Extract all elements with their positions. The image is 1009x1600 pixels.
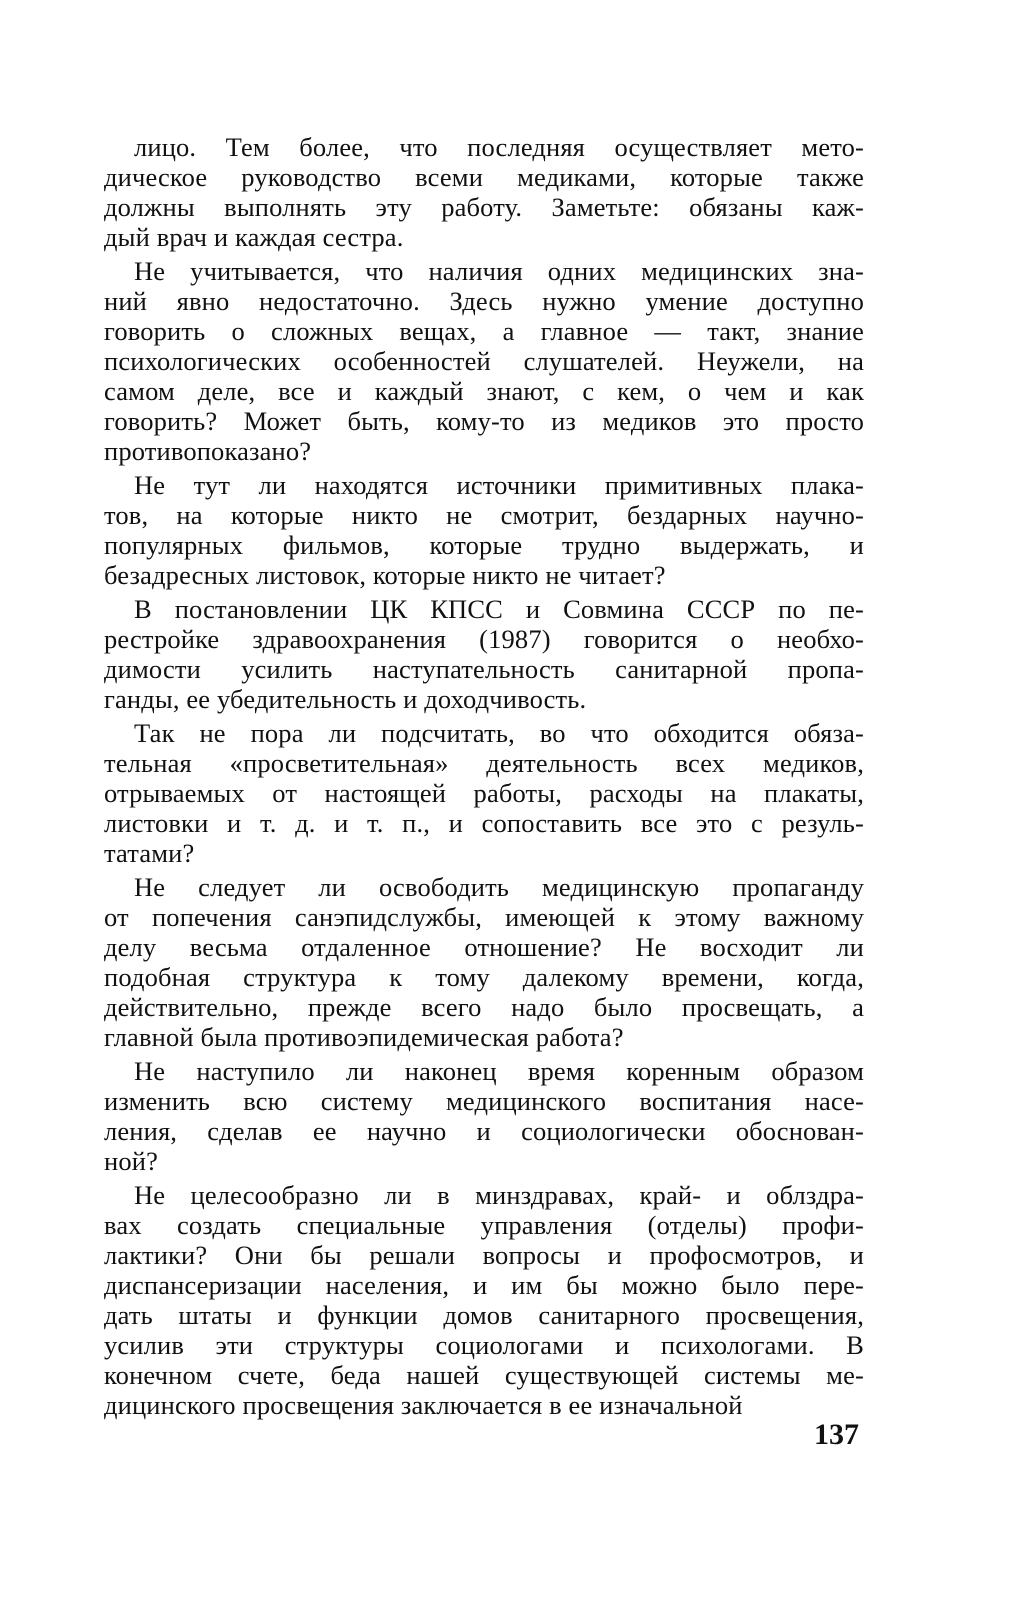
text-line: листовки и т. д. и т. п., и сопоставить все это с резуль- [104, 808, 864, 838]
paragraph [104, 594, 864, 714]
text-line: Не тут ли находятся источники примитивных плака- [134, 470, 864, 500]
text-line: дый врач и каждая сестра. [104, 222, 404, 252]
text-line: говорить? Может быть, кому-то из медиков это просто [104, 406, 864, 436]
text-line: лактики? Они бы решали вопросы и профосмотров, и [104, 1240, 864, 1270]
text-line: татами? [104, 838, 195, 868]
text-line: Не целесообразно ли в минздравах, край- и облздра- [134, 1180, 864, 1210]
text-line: дать штаты и функции домов санитарного просвещения, [104, 1300, 864, 1330]
text-line: изменить всю систему медицинского воспитания насе- [104, 1086, 864, 1116]
text-line: говорить о сложных вещах, а главное — такт, знание [104, 316, 864, 346]
page-number: 137 [814, 1418, 859, 1451]
text-line: противопоказано? [104, 436, 312, 466]
text-line: рестройке здравоохранения (1987) говорится о необхо- [104, 624, 864, 654]
body-text [104, 132, 864, 1424]
text-line: Не наступило ли наконец время коренным образом [134, 1056, 864, 1086]
text-line: Так не пора ли подсчитать, во что обходится обяза- [134, 718, 864, 748]
paragraph [104, 132, 864, 252]
text-line: главной была противоэпидемическая работа? [104, 1022, 624, 1052]
text-line: лицо. Тем более, что последняя осуществляет мето- [134, 132, 864, 162]
text-line: ной? [104, 1146, 158, 1176]
text-line: самом деле, все и каждый знают, с кем, о чем и как [104, 376, 864, 406]
text-line: безадресных листовок, которые никто не читает? [104, 560, 666, 590]
text-line: действительно, прежде всего надо было просвещать, а [104, 992, 864, 1022]
text-line: ний явно недостаточно. Здесь нужно умение доступно [104, 286, 864, 316]
text-line: дицинского просвещения заключается в ее изначальной [104, 1390, 743, 1420]
paragraph [104, 1056, 864, 1176]
text-line: В постановлении ЦК КПСС и Совмина СССР по пе- [134, 594, 864, 624]
text-line: должны выполнять эту работу. Заметьте: обязаны каж- [104, 192, 864, 222]
text-line: тельная «просветительная» деятельность всех медиков, [104, 748, 864, 778]
text-line: Не следует ли освободить медицинскую пропаганду [134, 872, 864, 902]
paragraph [104, 872, 864, 1052]
paragraph [104, 470, 864, 590]
paragraph [104, 256, 864, 466]
text-line: конечном счете, беда нашей существующей системы ме- [104, 1360, 864, 1390]
text-line: психологических особенностей слушателей. Неужели, на [104, 346, 864, 376]
text-line: диспансеризации населения, и им бы можно было пере- [104, 1270, 864, 1300]
text-line: отрываемых от настоящей работы, расходы на плакаты, [104, 778, 864, 808]
text-line: популярных фильмов, которые трудно выдержать, и [104, 530, 864, 560]
text-line: тов, на которые никто не смотрит, бездарных научно- [104, 500, 864, 530]
paragraph [104, 718, 864, 868]
text-line: от попечения санэпидслужбы, имеющей к этому важному [104, 902, 864, 932]
text-line: ганды, ее убедительность и доходчивость. [104, 684, 587, 714]
text-line: димости усилить наступательность санитарной пропа- [104, 654, 864, 684]
text-line: Не учитывается, что наличия одних медицинских зна- [134, 256, 864, 286]
text-line: подобная структура к тому далекому времени, когда, [104, 962, 864, 992]
text-line: усилив эти структуры социологами и психологами. В [104, 1330, 864, 1360]
text-line: дическое руководство всеми медиками, которые также [104, 162, 864, 192]
text-line: ления, сделав ее научно и социологически обоснован- [104, 1116, 864, 1146]
paragraph [104, 1180, 864, 1420]
text-line: делу весьма отдаленное отношение? Не восходит ли [104, 932, 864, 962]
text-line: вах создать специальные управления (отделы) профи- [104, 1210, 864, 1240]
